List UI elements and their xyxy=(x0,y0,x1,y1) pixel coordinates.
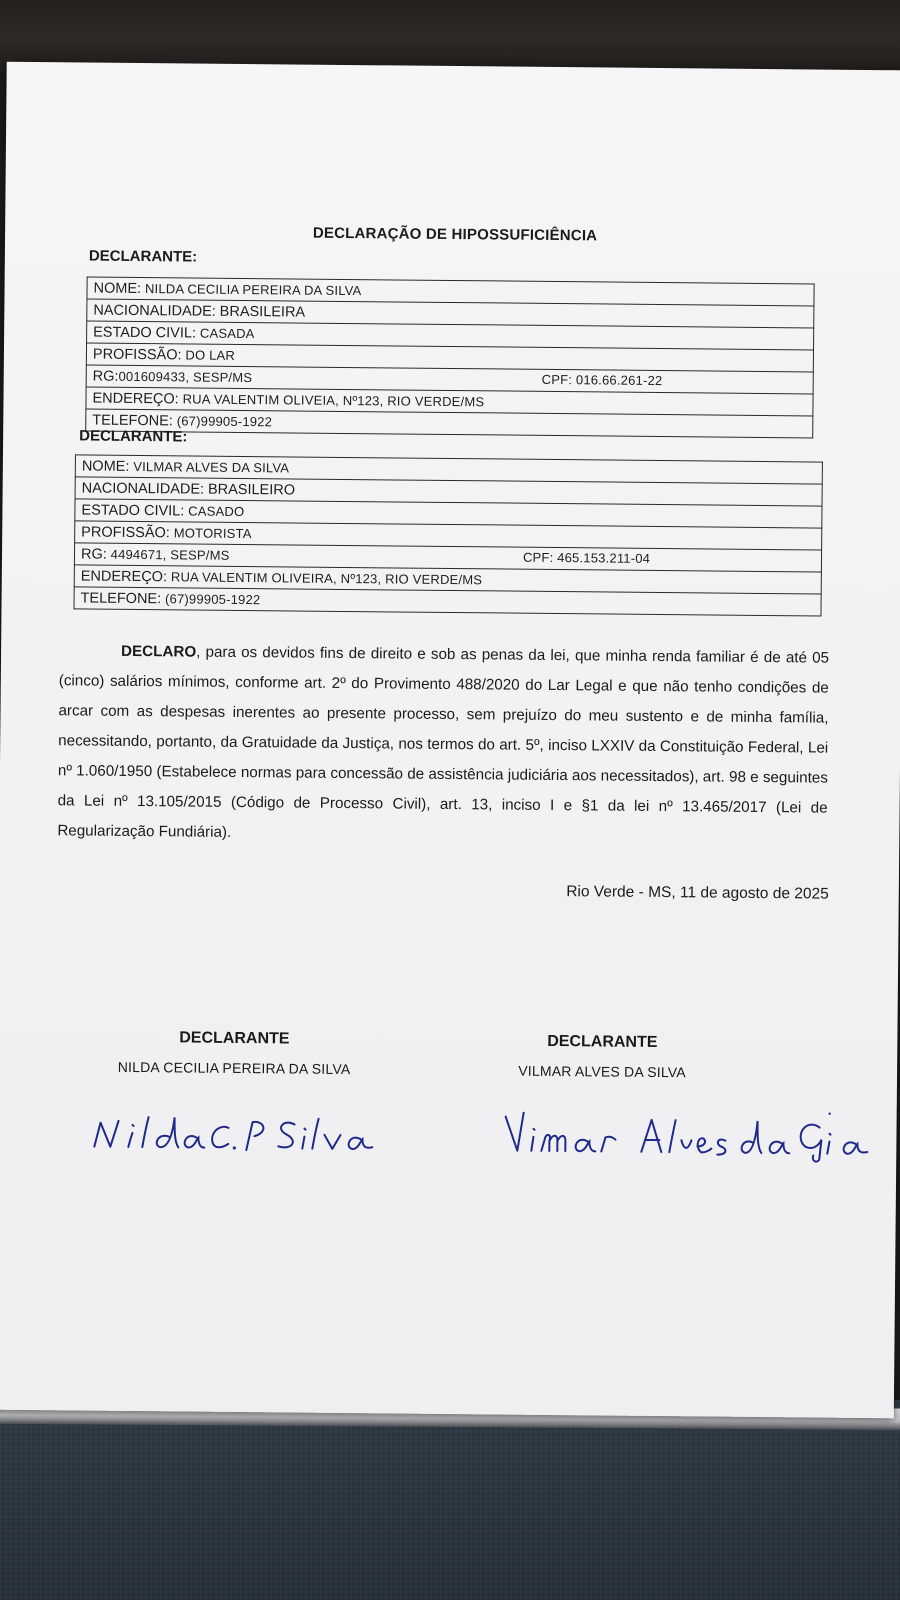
place-and-date: Rio Verde - MS, 11 de agosto de 2025 xyxy=(566,883,829,903)
field-label-marital-status: ESTADO CIVIL: xyxy=(81,502,185,520)
field-value-marital-status: CASADO xyxy=(188,503,245,520)
fabric-surface-background xyxy=(0,1400,900,1600)
signature-block-1 xyxy=(89,1029,379,1078)
field-value-marital-status: CASADA xyxy=(199,325,255,342)
signature-title: DECLARANTE xyxy=(179,1029,290,1048)
field-label-address: ENDEREÇO: xyxy=(92,390,179,408)
field-value-cpf: CPF: 016.66.261-22 xyxy=(541,371,663,389)
declaration-text: , para os devidos fins de direito e sob as penas da lei, que minha renda familiar é de até 05 (cinco) salários mínimos, conforme art. 2º do Provimento 488/2020 do Lar Legal e que não tenho condições de arcar com as despesas inerentes ao presente processo, sem prejuízo do meu sustento e de minha família, necessitando, portanto, da Gratuidade da Justiça, nos termos do art. 5º, inciso LXXIV da Constituição Federal, Lei nº 1.060/1950 (Estabelece normas para concessão de assistência judiciária aos necessitados), art. 98 e seguintes da Lei nº 13.105/2015 (Código de Processo Civil), art. 13, inciso I e §1 da lei nº 13.465/2017 (Lei de Regularização Fundiária). xyxy=(57,643,830,841)
field-label-nationality: NACIONALIDADE: xyxy=(93,302,216,320)
declarant-1-section-label: DECLARANTE: xyxy=(88,247,198,266)
document-page xyxy=(0,62,900,1419)
field-value-rg: 001609433, SESP/MS xyxy=(118,368,253,386)
field-label-name: NOME: xyxy=(81,458,130,475)
handwritten-signature-1 xyxy=(88,1109,388,1163)
declarant-1-info-table xyxy=(85,276,814,438)
field-label-address: ENDEREÇO: xyxy=(80,568,168,586)
field-value-cpf: CPF: 465.153.211-04 xyxy=(522,549,651,566)
signature-printed-name: VILMAR ALVES DA SILVA xyxy=(518,1062,686,1081)
field-value-profession: MOTORISTA xyxy=(173,525,252,542)
signature-printed-name: NILDA CECILIA PEREIRA DA SILVA xyxy=(117,1058,351,1078)
field-label-marital-status: ESTADO CIVIL: xyxy=(93,324,197,342)
handwritten-signature-2 xyxy=(501,1107,872,1172)
field-value-name: VILMAR ALVES DA SILVA xyxy=(133,458,290,476)
field-value-address: RUA VALENTIM OLIVEIRA, Nº123, RIO VERDE/MS xyxy=(170,569,483,588)
field-value-nationality: BRASILEIRA xyxy=(219,303,306,321)
field-label-nationality: NACIONALIDADE: xyxy=(81,480,205,498)
field-label-profession: PROFISSÃO: xyxy=(81,524,170,542)
field-value-profession: DO LAR xyxy=(185,347,236,363)
field-value-address: RUA VALENTIM OLIVEIA, Nº123, RIO VERDE/MS xyxy=(182,391,485,410)
signature-block-2 xyxy=(497,1032,707,1080)
declaration-paragraph xyxy=(57,636,829,853)
field-label-rg: RG: xyxy=(80,546,107,563)
field-label-rg: RG: xyxy=(92,368,119,385)
declarant-2-section-label: DECLARANTE: xyxy=(79,427,188,446)
document-title: DECLARAÇÃO DE HIPOSSUFICIÊNCIA xyxy=(312,224,598,245)
signature-title: DECLARANTE xyxy=(547,1032,658,1052)
field-label-phone: TELEFONE: xyxy=(92,412,173,430)
field-value-name: NILDA CECILIA PEREIRA DA SILVA xyxy=(144,281,362,299)
field-value-phone: (67)99905-1922 xyxy=(164,591,261,608)
field-label-profession: PROFISSÃO: xyxy=(92,346,182,364)
field-value-nationality: BRASILEIRO xyxy=(207,481,296,499)
field-label-name: NOME: xyxy=(93,280,142,298)
field-value-phone: (67)99905-1922 xyxy=(176,413,273,430)
field-value-rg: 4494671, SESP/MS xyxy=(110,546,230,563)
field-label-phone: TELEFONE: xyxy=(80,590,162,608)
declarant-2-info-table xyxy=(73,454,822,616)
declaration-lead: DECLARO xyxy=(121,642,197,661)
